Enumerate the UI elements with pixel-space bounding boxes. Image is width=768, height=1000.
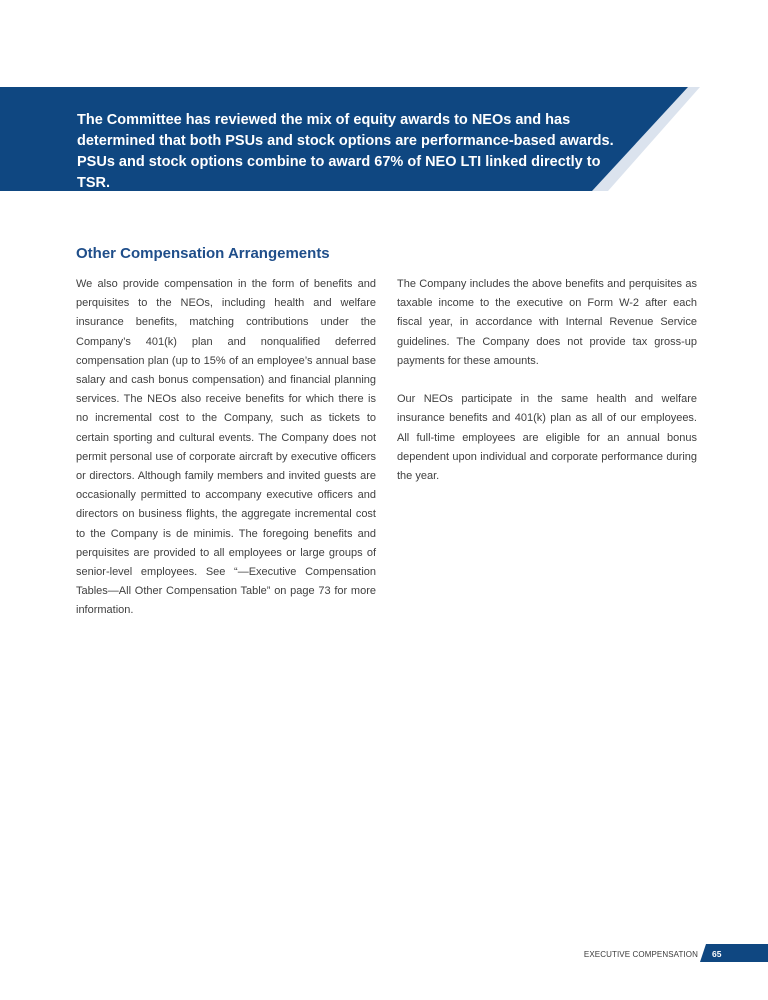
body-paragraph: The Company includes the above benefits and perquisites as taxable income to the executive on Form W-2 after each fiscal year, in accordance with Internal Revenue Service guidelines. The Company does not provide tax gross-up payments for these amounts.	[397, 278, 697, 367]
page-number: 65	[712, 949, 722, 959]
callout-text: The Committee has reviewed the mix of equity awards to NEOs and has determined that both PSUs and stock options are performance-based awards. PSUs and stock options combine to award 67% of NEO LTI linked directly to TSR.	[77, 112, 614, 191]
right-column	[397, 275, 697, 486]
body-paragraph: We also provide compensation in the form of benefits and perquisites to the NEOs, including health and welfare insurance benefits, matching contributions under the Company’s 401(k) plan and nonqualified deferred compensation plan (up to 15% of an employee’s annual base salary and cash bonus compensation) and financial planning services. The NEOs also receive benefits for which there is no incremental cost to the Company, such as tickets to certain sporting and cultural events. The Company does not permit personal use of corporate aircraft by executive officers or directors. Although family members and invited guests are occasionally permitted to accompany executive officers and directors on business flights, the aggregate incremental cost to the Company is de minimis. The foregoing benefits and perquisites are provided to all employees or large groups of senior-level employees. See “—Executive Compensation Tables—All Other Compensation Table” on page 73 for more information.	[76, 278, 376, 617]
body-paragraph: Our NEOs participate in the same health and welfare insurance benefits and 401(k) plan as all of our employees. All full-time employees are eligible for an annual bonus dependent upon individual and corporate performance during the year.	[397, 393, 697, 483]
footer-section-label: EXECUTIVE COMPENSATION	[583, 950, 698, 959]
section-heading: Other Compensation Arrangements	[76, 245, 330, 262]
left-column	[76, 275, 376, 621]
page-number-tab	[700, 944, 768, 962]
